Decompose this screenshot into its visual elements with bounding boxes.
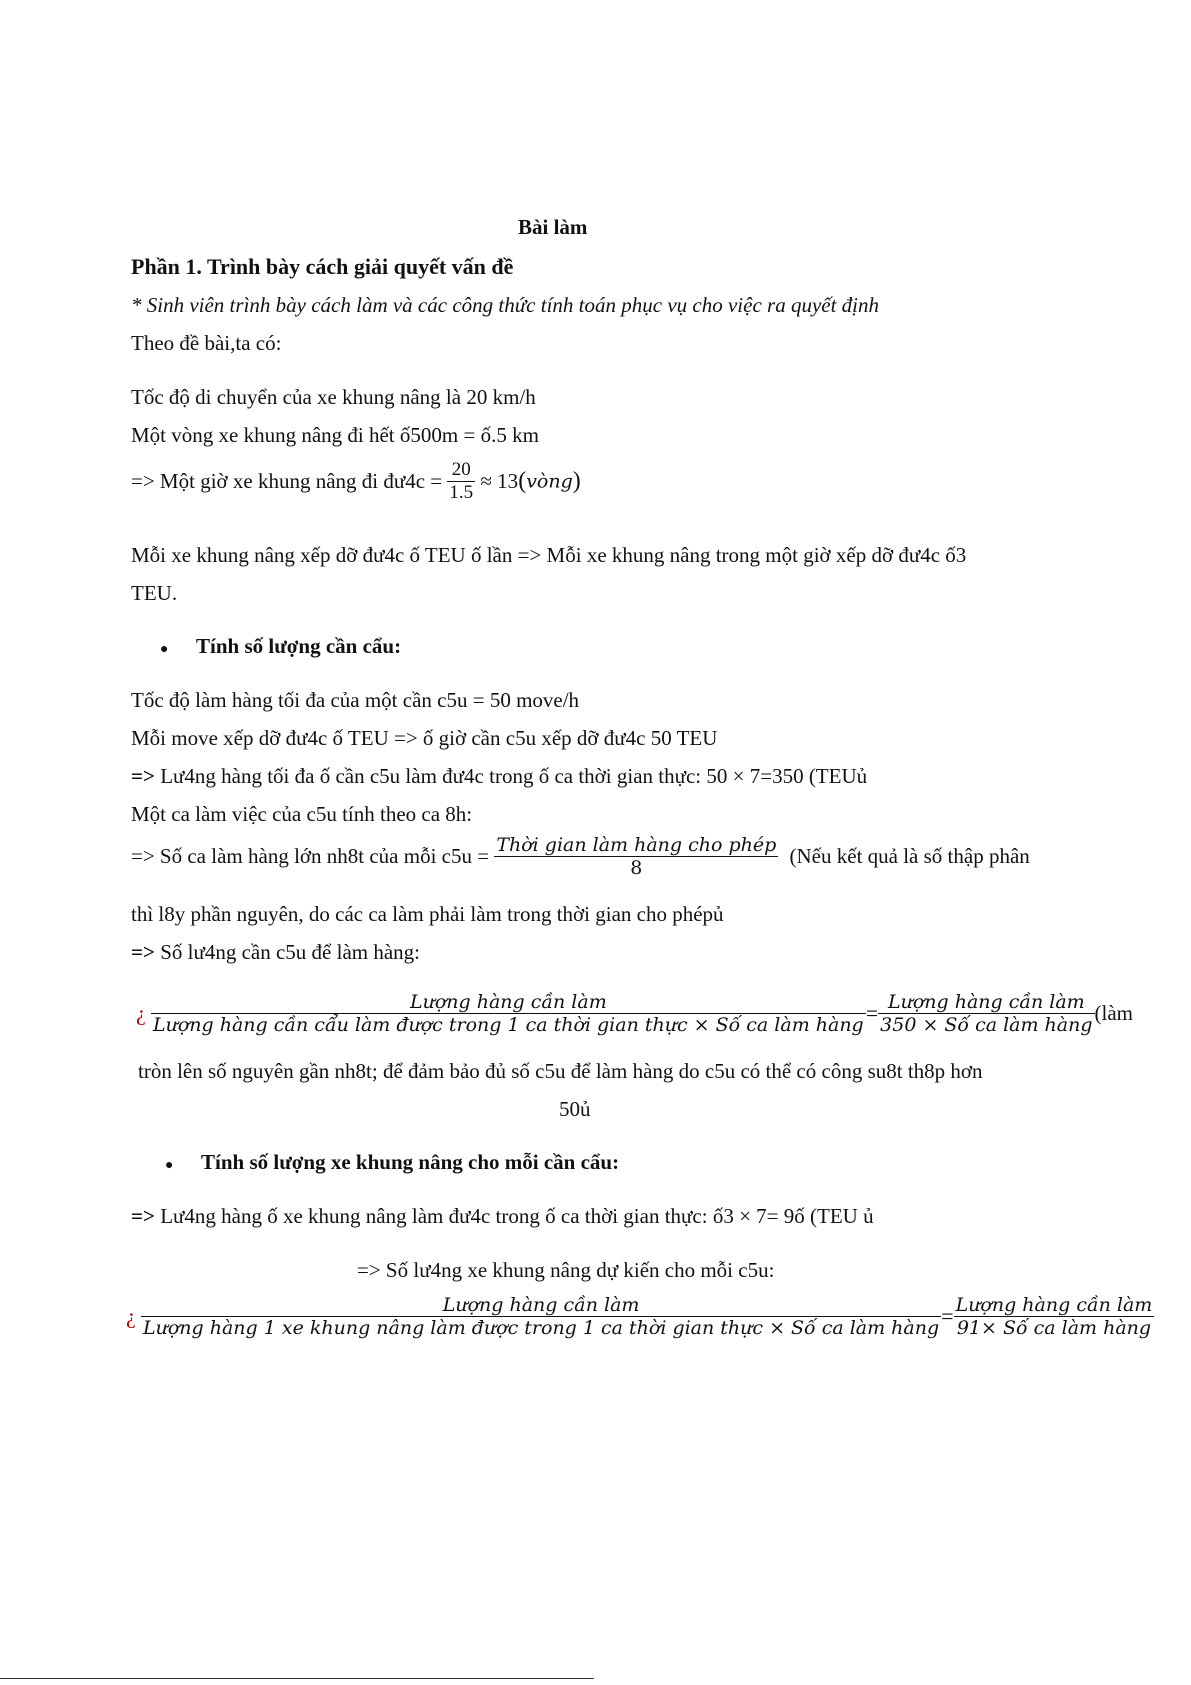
crane-formula-lead: ¿ — [136, 1000, 146, 1026]
hour-frac-num: 20 — [451, 459, 471, 480]
shift-frac-den: 8 — [494, 856, 778, 879]
shift-formula — [131, 834, 1030, 879]
crane-count-arrow: => — [131, 940, 155, 964]
crane-fraction-2 — [878, 991, 1094, 1036]
crane-frac-num: Lượng hàng cần làm — [410, 991, 607, 1013]
fork-count-intro: => Số lư4ng xe khung nâng dự kiến cho mỗi c5u: — [357, 1258, 775, 1282]
crane-move-line: Mỗi move xếp dỡ đư4c ố TEU => ố giờ cần c5u xếp dỡ đư4c 50 TEU — [131, 726, 718, 750]
crane-formula-eq: = — [865, 1000, 879, 1026]
shift-note-line-2: thì l8y phần nguyên, do các ca làm phải làm trong thời gian cho phépủ — [131, 902, 724, 926]
fork-capacity-line — [131, 1204, 874, 1229]
fork-formula — [126, 1294, 1154, 1339]
hour-fraction — [447, 459, 475, 504]
part-heading: Phần 1. Trình bày cách giải quyết vấn đề — [131, 254, 514, 279]
bullet-forklift — [165, 1150, 619, 1175]
fork-capacity-text: Lư4ng hàng ố xe khung nâng làm đư4c trong ố ca thời gian thực: ố3 × 7= 9ố (TEU ủ — [154, 1204, 874, 1228]
crane-formula-tail: (làm — [1094, 1001, 1134, 1025]
fork-frac-num: Lượng hàng cần làm — [442, 1294, 640, 1316]
crane-frac2-den: 350 × Số ca làm hàng — [880, 1014, 1093, 1036]
crane-frac2-num: Lượng hàng cần làm — [887, 991, 1085, 1013]
shift-fraction — [494, 834, 778, 879]
crane-fraction — [151, 991, 866, 1036]
fork-formula-eq: = — [941, 1303, 954, 1329]
forklift-line-1: Mỗi xe khung nâng xếp dỡ đư4c ố TEU ố lần => Mỗi xe khung nâng trong một giờ xếp dỡ đư4c ố3 — [131, 543, 967, 567]
crane-note-line: tròn lên số nguyên gần nh8t; để đảm bảo đủ số c5u để làm hàng do c5u có thể có công su8t th8p hơn — [138, 1059, 983, 1083]
shift-line: Một ca làm việc của c5u tính theo ca 8h: — [131, 802, 473, 826]
bullet-crane — [160, 634, 401, 659]
hour-frac-den: 1.5 — [449, 482, 474, 503]
lap-line: Một vòng xe khung nâng đi hết ố500m = ố.5 km — [131, 423, 539, 447]
given-intro: Theo đề bài,ta có: — [131, 331, 282, 355]
instruction-text: * Sinh viên trình bày cách làm và các công thức tính toán phục vụ cho việc ra quyết định — [131, 293, 880, 317]
forklift-line-2: TEU. — [131, 581, 178, 605]
crane-capacity-line — [131, 764, 867, 789]
crane-capacity-text: Lư4ng hàng tối đa ố cần c5u làm đư4c trong ố ca thời gian thực: 50 × 7=350 (TEUủ — [154, 764, 868, 788]
bullet-forklift-label: Tính số lượng xe khung nâng cho mỗi cần cẩu: — [201, 1150, 620, 1174]
footnote-divider — [0, 1678, 594, 1679]
fork-frac2-num: Lượng hàng cần làm — [955, 1294, 1153, 1316]
fork-frac-den: Lượng hàng 1 xe khung nâng làm được trong 1 ca thời gian thực × Số ca làm hàng — [143, 1317, 940, 1339]
hour-prefix: => Một giờ xe khung nâng đi đư4c = — [131, 469, 448, 493]
crane-note-end: 50ủ — [559, 1097, 591, 1121]
crane-count-intro — [131, 940, 420, 965]
speed-line: Tốc độ di chuyển của xe khung nâng là 20 km/h — [131, 385, 536, 409]
bullet-dot-icon: ● — [160, 642, 169, 657]
crane-speed-line: Tốc độ làm hàng tối đa của một cần c5u = 50 move/h — [131, 688, 580, 712]
hour-formula — [131, 459, 581, 504]
bullet-crane-label: Tính số lượng cần cẩu: — [196, 634, 402, 658]
fork-capacity-arrow: => — [131, 1204, 155, 1228]
fork-frac2-den: 91× Số ca làm hàng — [954, 1316, 1155, 1339]
crane-capacity-arrow: => — [131, 764, 155, 788]
hour-lparen: ( — [518, 468, 527, 494]
fork-formula-lead: ¿ — [126, 1303, 136, 1329]
shift-note: (Nếu kết quả là số thập phân — [789, 844, 1030, 868]
crane-count-text: Số lư4ng cần c5u để làm hàng: — [154, 940, 421, 964]
fork-fraction — [141, 1294, 941, 1339]
bullet-dot-icon: ● — [165, 1158, 174, 1173]
page-title: Bài làm — [518, 215, 588, 239]
crane-formula — [136, 991, 1133, 1036]
fork-fraction-2 — [954, 1294, 1155, 1339]
hour-rparen: ) — [572, 468, 581, 494]
shift-frac-num: Thời gian làm hàng cho phép — [496, 834, 777, 856]
shift-prefix: => Số ca làm hàng lớn nh8t của mỗi c5u = — [131, 844, 495, 868]
crane-frac-den: Lượng hàng cần cẩu làm được trong 1 ca thời gian thực × Số ca làm hàng — [153, 1014, 864, 1036]
hour-unit: vòng — [526, 470, 573, 493]
hour-result: ≈ 13 — [480, 469, 519, 493]
